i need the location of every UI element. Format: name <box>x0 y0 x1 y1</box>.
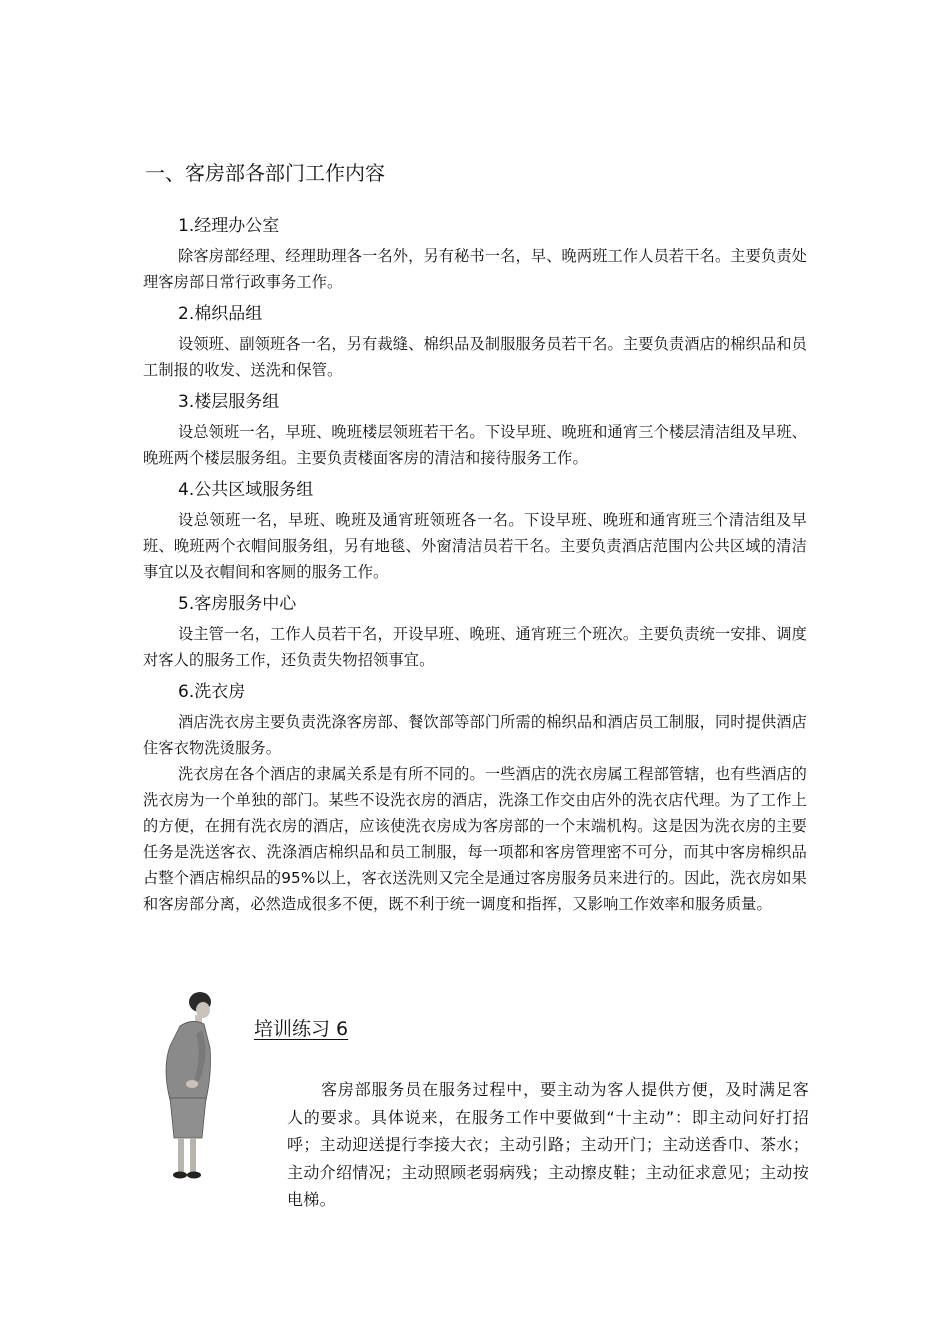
training-exercise-title: 培训练习 6 <box>254 1018 349 1040</box>
section-heading: 5.客房服务中心 <box>178 594 297 614</box>
skirt-shape <box>170 1098 206 1138</box>
section-paragraph: 设总领班一名，早班、晚班楼层领班若干名。下设早班、晚班和通宵三个楼层清洁组及早班、晚班两个楼层服务组。主要负责楼面客房的清洁和接待服务工作。 <box>143 423 807 467</box>
left-leg-shape <box>178 1138 184 1172</box>
bowing-staff-illustration <box>140 988 232 1183</box>
section-heading: 6.洗衣房 <box>178 682 246 702</box>
section-heading: 2.棉织品组 <box>178 304 263 324</box>
right-shoe-shape <box>187 1172 201 1179</box>
section-paragraph: 洗衣房在各个酒店的隶属关系是有所不同的。一些酒店的洗衣房属工程部管辖，也有些酒店的洗衣房为一个单独的部门。某些不设洗衣房的酒店，洗涤工作交由店外的洗衣店代理。为了工作上的方便，在拥有洗衣房的酒店，应该使洗衣房成为客房部的一个末端机构。这是因为洗衣房的主要任务是洗送客衣、洗涤酒店棉织品和员工制服，每一项都和客房管理密不可分，而其中客房棉织品占整个酒店棉织品的95%以上，客衣送洗则又完全是通过客房服务员来进行的。因此，洗衣房如果和客房部分离，必然造成很多不便，既不利于统一调度和指挥，又影响工作效率和服务质量。 <box>143 765 807 913</box>
section-heading: 1.经理办公室 <box>178 216 280 236</box>
section-paragraph: 设主管一名，工作人员若干名，开设早班、晚班、通宵班三个班次。主要负责统一安排、调度对客人的服务工作，还负责失物招领事宜。 <box>143 625 807 669</box>
section-paragraph: 设领班、副领班各一名，另有裁缝、棉织品及制服服务员若干名。主要负责酒店的棉织品和员工制报的收发、送洗和保管。 <box>143 335 807 379</box>
left-shoe-shape <box>173 1172 187 1179</box>
sections-container <box>143 207 807 917</box>
training-exercise-body: 客房部服务员在服务过程中，要主动为客人提供方便，及时满足客人的要求。具体说来，在服务工作中要做到“十主动”：即主动问好打招呼；主动迎送提行李接大衣；主动引路；主动开门；主动送香巾、茶水；主动介绍情况；主动照顾老弱病残；主动擦皮鞋；主动征求意见；主动按电梯。 <box>287 1080 809 1209</box>
section-paragraph: 设总领班一名，早班、晚班及通宵班领班各一名。下设早班、晚班和通宵班三个清洁组及早班、晚班两个衣帽间服务组，另有地毯、外窗清洁员若干名。主要负责酒店范围内公共区域的清洁事宜以及衣帽间和客厕的服务工作。 <box>143 511 807 581</box>
hands-shape <box>186 1080 198 1088</box>
page-title: 一、客房部各部门工作内容 <box>145 161 385 185</box>
section-heading: 3.楼层服务组 <box>178 392 280 412</box>
right-leg-shape <box>190 1138 196 1172</box>
section-paragraph: 除客房部经理、经理助理各一名外，另有秘书一名，早、晚两班工作人员若干名。主要负责处理客房部日常行政事务工作。 <box>143 247 807 291</box>
section-heading: 4.公共区域服务组 <box>178 480 314 500</box>
section-paragraph: 酒店洗衣房主要负责洗涤客房部、餐饮部等部门所需的棉织品和酒店员工制服，同时提供酒店住客衣物洗烫服务。 <box>143 713 807 757</box>
